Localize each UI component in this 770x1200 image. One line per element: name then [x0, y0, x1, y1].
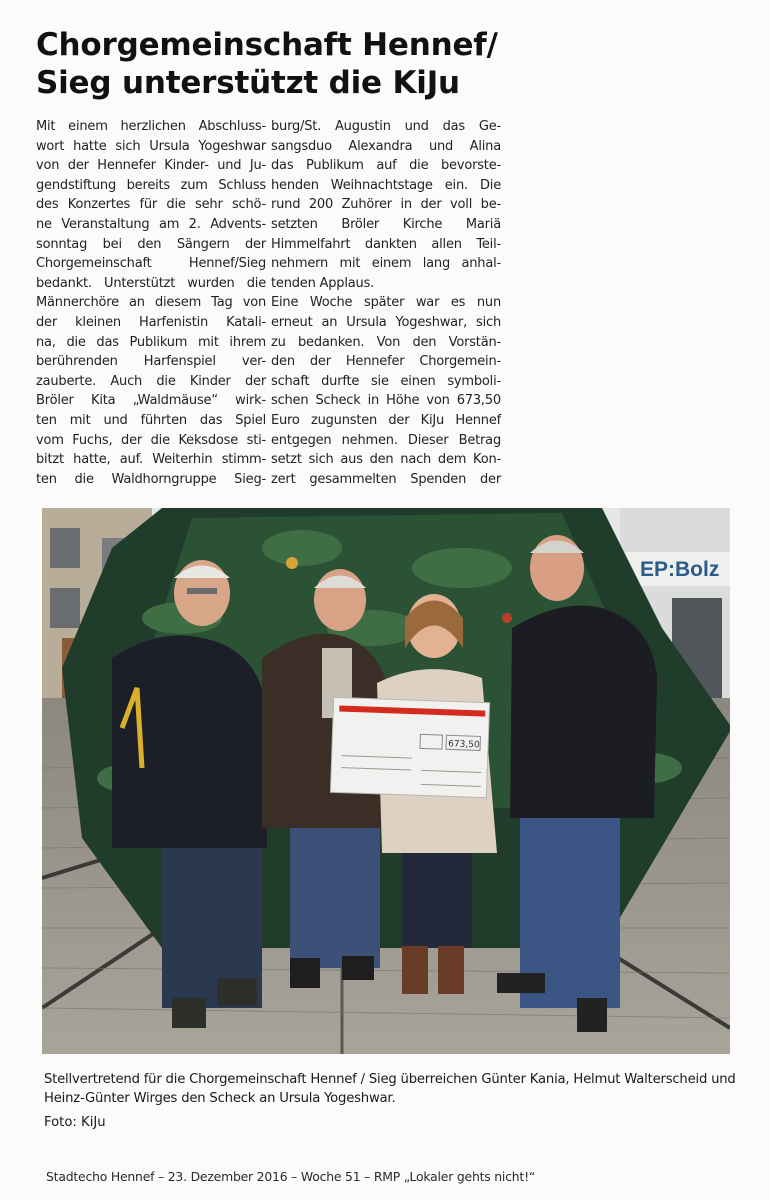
page-footer: Stadtecho Hennef – 23. Dezember 2016 – Woche 51 – RMP „Lokaler gehts nicht!“ — [46, 1169, 536, 1184]
text-line: rund 200 Zuhörer in der voll be- — [271, 197, 501, 213]
text-line: setzt sich aus den nach dem Kon- — [271, 452, 501, 468]
text-line: erneut an Ursula Yogeshwar, sich — [271, 314, 501, 330]
text-line: bitzt hatte, auf. Weiterhin stimm- — [36, 452, 266, 468]
text-line: setzten Bröler Kirche Mariä — [271, 216, 501, 232]
text-line: ten die Waldhorngruppe Sieg- — [36, 471, 266, 487]
headline-line-2: Sieg unterstützt die KiJu — [36, 65, 460, 101]
text-line: Mit einem herzlichen Abschluss- — [36, 119, 266, 134]
article-headline — [36, 26, 506, 102]
store-sign: EP:Bolz — [640, 558, 720, 581]
text-line: schaft durfte sie einen symboli- — [271, 373, 501, 389]
text-line: tenden Applaus. — [271, 275, 375, 291]
text-line: schen Scheck in Höhe von 673,50 — [271, 393, 501, 409]
text-line: na, die das Publikum mit ihrem — [36, 334, 266, 350]
text-line: Himmelfahrt dankten allen Teil- — [271, 236, 501, 252]
text-line: Bröler Kita „Waldmäuse“ wirk- — [36, 393, 266, 409]
photo-caption: Stellvertretend für die Chorgemeinschaft Hennef / Sieg überreichen Günter Kania, Helmut Walterscheid und Heinz-Günter Wirges den Scheck an Ursula Yogeshwar. — [44, 1072, 736, 1106]
text-line: ten mit und führten das Spiel — [36, 412, 266, 428]
text-line: sangsduo Alexandra und Alina — [271, 138, 501, 154]
text-line: zauberte. Auch die Kinder der — [36, 373, 266, 389]
text-line: sonntag bei den Sängern der — [36, 236, 266, 252]
photo-credit: Foto: KiJu — [44, 1115, 106, 1130]
article-column-2 — [271, 117, 501, 489]
text-line: gendstiftung bereits zum Schluss — [36, 177, 266, 193]
text-line: zu bedanken. Von den Vorstän- — [271, 334, 501, 350]
text-line: bedankt. Unterstützt wurden die — [36, 275, 266, 291]
article-photo — [42, 508, 730, 1054]
text-line: des Konzertes für die sehr schö- — [36, 197, 266, 213]
text-line: Eine Woche später war es nun — [271, 295, 501, 311]
headline-line-1: Chorgemeinschaft Hennef/ — [36, 27, 498, 63]
text-line: Euro zugunsten der KiJu Hennef — [271, 412, 501, 428]
text-line: burg/St. Augustin und das Ge- — [271, 119, 501, 134]
text-line: das Publikum auf die bevorste- — [271, 158, 501, 174]
text-line: vom Fuchs, der die Keksdose sti- — [36, 432, 266, 448]
cheque-amount: 673,50 — [447, 739, 480, 751]
text-line: entgegen nehmen. Dieser Betrag — [271, 432, 501, 448]
text-line: von der Hennefer Kinder- und Ju- — [36, 158, 266, 174]
text-line: den der Hennefer Chorgemein- — [271, 354, 501, 370]
text-line: wort hatte sich Ursula Yogeshwar — [36, 138, 266, 154]
text-line: Chorgemeinschaft Hennef/Sieg — [36, 256, 266, 272]
text-line: nehmern mit einem lang anhal- — [271, 256, 501, 272]
text-line: Männerchöre an diesem Tag von — [36, 295, 266, 311]
text-line: der kleinen Harfenistin Katali- — [36, 314, 266, 330]
text-line: ne Veranstaltung am 2. Advents- — [36, 216, 266, 232]
cheque — [330, 697, 489, 797]
text-line: zert gesammelten Spenden der — [271, 471, 501, 487]
text-line: henden Weihnachtstage ein. Die — [271, 177, 501, 193]
text-line: berührenden Harfenspiel ver- — [36, 354, 266, 370]
article-column-1 — [36, 117, 266, 489]
